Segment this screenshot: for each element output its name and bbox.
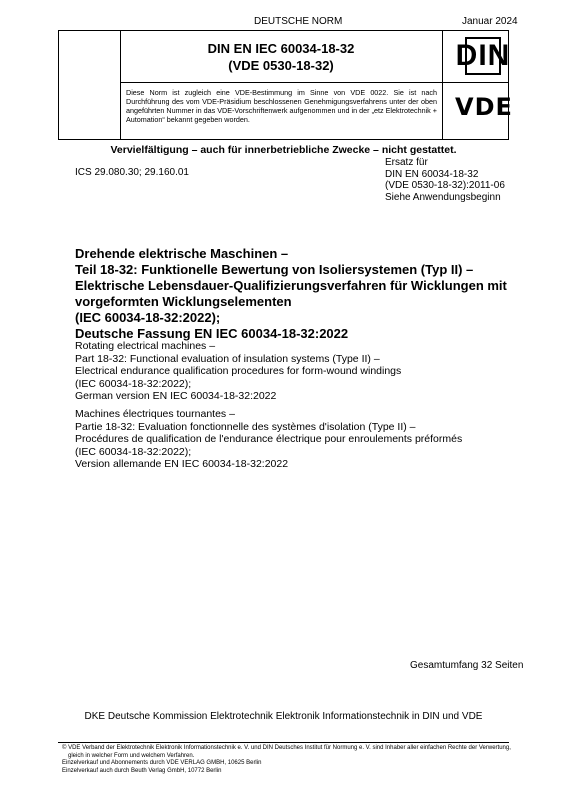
title-line: (IEC 60034-18-32:2022); — [75, 445, 192, 458]
title-line: Version allemande EN IEC 60034-18-32:2022 — [75, 458, 289, 470]
total-pages: Gesamtumfang 32 Seiten — [410, 660, 524, 671]
title-line: (IEC 60034-18-32:2022); — [75, 310, 221, 325]
standard-din-number: DIN EN IEC 60034-18-32 — [207, 41, 355, 56]
title-line: German version EN IEC 60034-18-32:2022 — [75, 390, 277, 402]
footer-divider — [58, 742, 509, 743]
replacement-info — [385, 157, 505, 203]
committee-line: DKE Deutsche Kommission Elektrotechnik Elektronik Informationstechnik in DIN und VDE — [84, 711, 483, 722]
replacement-line: Ersatz für — [385, 157, 428, 168]
footer-line: Einzelverkauf auch durch Beuth Verlag GmbH, 10772 Berlin — [62, 767, 222, 774]
standard-vde-number: (VDE 0530-18-32) — [228, 58, 334, 73]
title-line: Electrical endurance qualification procedures for form-wound windings — [75, 365, 402, 377]
replacement-line: Siehe Anwendungsbeginn — [385, 191, 501, 203]
reproduction-notice: Vervielfältigung – auch für innerbetriebliche Zwecke – nicht gestattet. — [110, 144, 457, 156]
publication-date: Januar 2024 — [462, 16, 518, 27]
title-line: Machines électriques tournantes – — [75, 408, 235, 420]
standard-number — [120, 40, 442, 74]
vde-logo: VDE — [455, 93, 513, 121]
footer-copyright — [62, 745, 532, 775]
replacement-line: (VDE 0530-18-32):2011-06 — [385, 180, 505, 191]
title-line: Elektrische Lebensdauer-Qualifizierungsverfahren für Wicklungen mit — [75, 278, 507, 293]
title-english — [75, 340, 515, 403]
din-logo: DIN — [465, 37, 501, 75]
title-line: (IEC 60034-18-32:2022); — [75, 377, 192, 390]
title-line: Deutsche Fassung EN IEC 60034-18-32:2022 — [75, 326, 349, 341]
document-type: DEUTSCHE NORM — [254, 16, 343, 27]
title-line: vorgeformten Wicklungselementen — [75, 294, 292, 309]
ics-codes: ICS 29.080.30; 29.160.01 — [75, 167, 189, 178]
title-french — [75, 408, 515, 471]
title-line: Drehende elektrische Maschinen – — [75, 246, 289, 261]
title-block — [58, 30, 513, 140]
title-line: Part 18-32: Functional evaluation of insulation systems (Type II) – — [75, 352, 380, 365]
vde-note: Diese Norm ist zugleich eine VDE-Bestimmung im Sinne von VDE 0022. Sie ist nach Durchführung des vom VDE-Präsidium beschlossenen Genehmigungsverfahrens unter der oben angeführten Nummer in das VDE-Vorschriftenwerk aufgenommen und in der „etz Elektrotechnik + Automation“ bekannt gegeben worden. — [126, 88, 437, 124]
footer-line: Einzelverkauf und Abonnements durch VDE VERLAG GMBH, 10625 Berlin — [62, 760, 262, 766]
title-german — [75, 246, 515, 342]
title-line: Rotating electrical machines – — [75, 340, 216, 352]
replacement-line: DIN EN 60034-18-32 — [385, 168, 479, 180]
title-line: Partie 18-32: Evaluation fonctionnelle des systèmes d'isolation (Type II) – — [75, 420, 416, 433]
footer-line: © VDE Verband der Elektrotechnik Elektronik Informationstechnik e. V. und DIN Deutsches Institut für Normung e. V. sind Inhaber aller einfachen Rechte der Verwertung, — [62, 745, 511, 751]
title-line: Teil 18-32: Funktionelle Bewertung von Isoliersystemen (Typ II) – — [75, 262, 474, 277]
title-line: Procédures de qualification de l'endurance électrique pour enroulements préformés — [75, 433, 463, 445]
footer-line: gleich in welcher Form und welchem Verfahren. — [68, 752, 195, 759]
